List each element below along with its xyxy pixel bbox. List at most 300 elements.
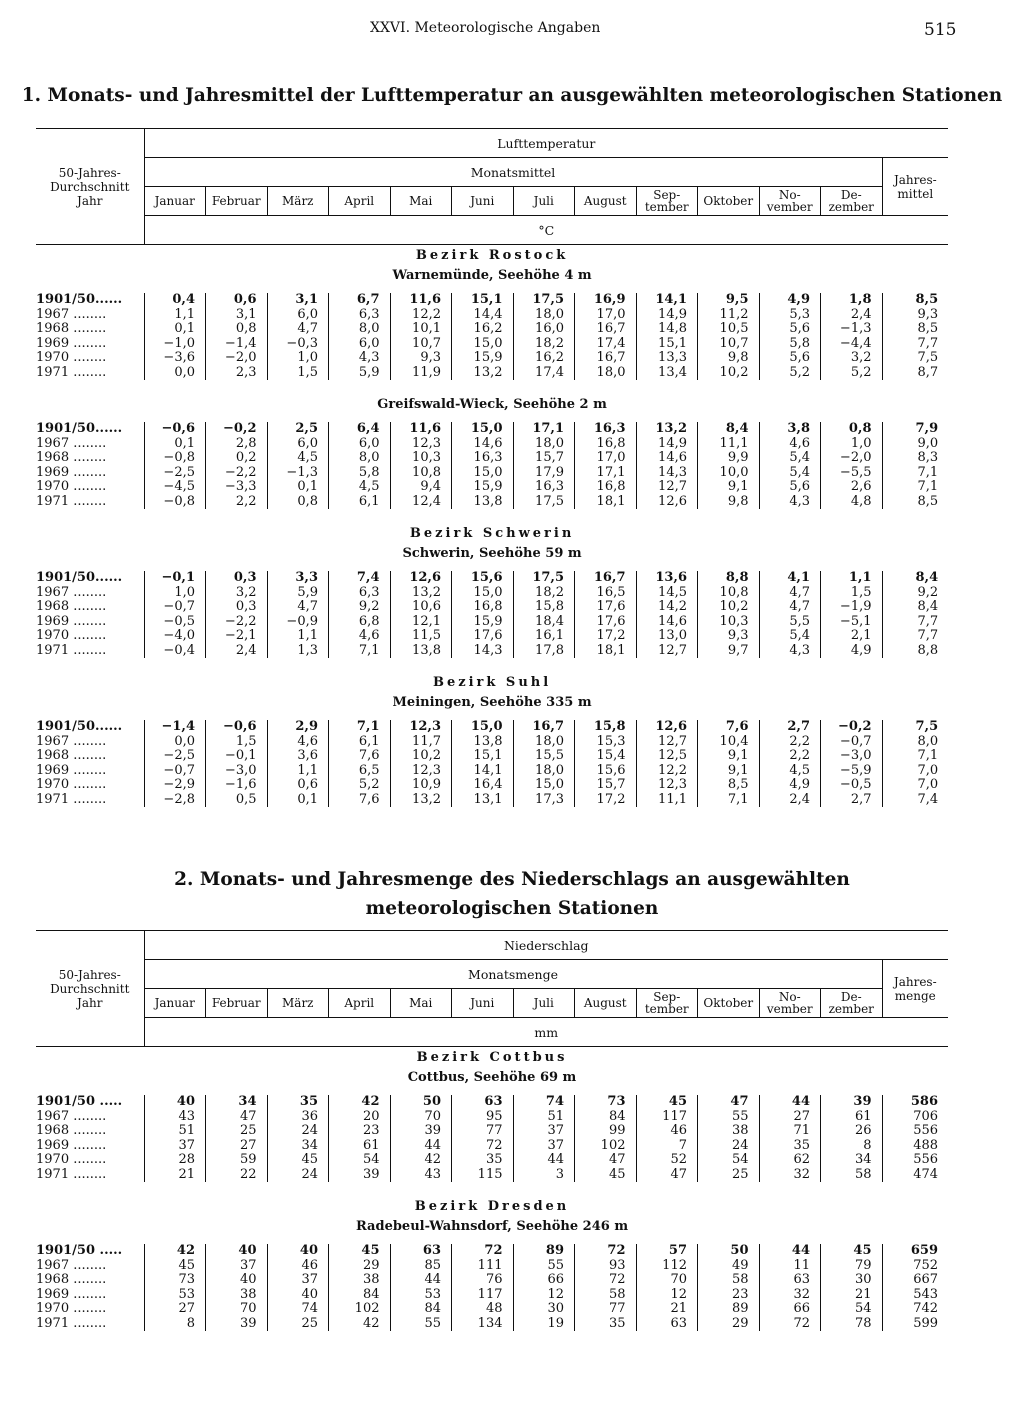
value-cell: 17,1 <box>513 422 575 437</box>
month-header: August <box>575 989 637 1018</box>
value-cell: 15,5 <box>513 749 575 764</box>
value-cell: 3,1 <box>267 293 329 308</box>
value-cell: 9,1 <box>698 749 760 764</box>
value-cell: 9,5 <box>698 293 760 308</box>
value-cell: 2,6 <box>821 480 883 495</box>
value-cell: 10,2 <box>698 366 760 381</box>
month-header: Sep- tember <box>636 989 698 1018</box>
value-cell: 7,1 <box>882 480 948 495</box>
value-cell: 11,5 <box>390 629 452 644</box>
table-row <box>36 615 948 630</box>
value-cell: −0,4 <box>144 644 206 659</box>
year-cell: 1901/50...... <box>36 422 123 436</box>
value-cell: 12,6 <box>636 720 698 735</box>
value-cell: 45 <box>267 1153 329 1168</box>
value-cell: 32 <box>759 1288 821 1303</box>
value-cell: 27 <box>206 1139 268 1154</box>
value-cell: 59 <box>206 1153 268 1168</box>
value-cell: 7,6 <box>698 720 760 735</box>
value-cell: 32 <box>759 1168 821 1183</box>
value-cell: 0,0 <box>144 366 206 381</box>
value-cell: 2,4 <box>759 793 821 808</box>
value-cell: 42 <box>329 1317 391 1332</box>
value-cell: 7,1 <box>329 720 391 735</box>
value-cell: −0,5 <box>821 778 883 793</box>
value-cell: 66 <box>759 1302 821 1317</box>
year-cell: 1969 ........ <box>36 1138 107 1153</box>
table-row <box>36 1273 948 1288</box>
value-cell: 0,6 <box>206 293 268 308</box>
value-cell: 667 <box>882 1273 948 1288</box>
year-cell: 1967 ........ <box>36 436 107 451</box>
value-cell: 4,3 <box>329 351 391 366</box>
value-cell: 2,1 <box>821 629 883 644</box>
month-header: De- zember <box>821 989 883 1018</box>
chapter-title: XXVI. Meteorologische Angaben <box>370 20 601 36</box>
value-cell: 47 <box>575 1153 637 1168</box>
value-cell: 95 <box>452 1110 514 1125</box>
value-cell: 5,8 <box>329 466 391 481</box>
sub-header: Monatsmenge <box>144 960 882 989</box>
value-cell: 16,9 <box>575 293 637 308</box>
value-cell: 13,6 <box>636 571 698 586</box>
value-cell: 17,8 <box>513 644 575 659</box>
table-row <box>36 451 948 466</box>
table-row <box>36 495 948 510</box>
value-cell: 7,0 <box>882 764 948 779</box>
value-cell: 16,2 <box>452 322 514 337</box>
value-cell: 54 <box>698 1153 760 1168</box>
value-cell: −5,5 <box>821 466 883 481</box>
value-cell: 8,5 <box>698 778 760 793</box>
value-cell: 10,2 <box>698 600 760 615</box>
value-cell: 7 <box>636 1139 698 1154</box>
value-cell: 17,4 <box>513 366 575 381</box>
value-cell: 25 <box>206 1124 268 1139</box>
value-cell: 23 <box>698 1288 760 1303</box>
value-cell: 15,0 <box>452 337 514 352</box>
year-cell: 1969 ........ <box>36 614 107 629</box>
value-cell: 43 <box>144 1110 206 1125</box>
value-cell: 45 <box>329 1244 391 1259</box>
value-cell: 13,2 <box>452 366 514 381</box>
value-cell: 35 <box>759 1139 821 1154</box>
value-cell: 752 <box>882 1259 948 1274</box>
value-cell: 18,2 <box>513 586 575 601</box>
value-cell: 0,8 <box>206 322 268 337</box>
value-cell: 7,6 <box>329 793 391 808</box>
value-cell: 2,7 <box>821 793 883 808</box>
table-row <box>36 337 948 352</box>
year-cell: 1971 ........ <box>36 365 107 380</box>
value-cell: 17,9 <box>513 466 575 481</box>
value-cell: 28 <box>144 1153 206 1168</box>
value-cell: 13,8 <box>390 644 452 659</box>
value-cell: −2,0 <box>206 351 268 366</box>
value-cell: 14,8 <box>636 322 698 337</box>
value-cell: 54 <box>329 1153 391 1168</box>
page-number: 515 <box>924 20 957 40</box>
value-cell: 1,0 <box>144 586 206 601</box>
value-cell: 71 <box>759 1124 821 1139</box>
value-cell: 38 <box>329 1273 391 1288</box>
value-cell: 13,3 <box>636 351 698 366</box>
month-header: No- vember <box>759 187 821 216</box>
value-cell: 8,5 <box>882 322 948 337</box>
value-cell: −2,2 <box>206 466 268 481</box>
year-cell: 1970 ........ <box>36 629 107 643</box>
value-cell: 0,5 <box>206 793 268 808</box>
unit-header: °C <box>144 216 948 245</box>
value-cell: 15,0 <box>452 586 514 601</box>
value-cell: 16,8 <box>452 600 514 615</box>
table-row <box>36 437 948 452</box>
value-cell: 12,3 <box>390 720 452 735</box>
value-cell: 36 <box>267 1110 329 1125</box>
value-cell: 39 <box>390 1124 452 1139</box>
value-cell: 4,7 <box>267 322 329 337</box>
value-cell: 1,5 <box>206 735 268 750</box>
value-cell: 10,8 <box>390 466 452 481</box>
value-cell: 16,4 <box>452 778 514 793</box>
value-cell: 12,6 <box>636 495 698 510</box>
value-cell: 7,7 <box>882 629 948 644</box>
value-cell: 10,4 <box>698 735 760 750</box>
value-cell: 10,8 <box>698 586 760 601</box>
value-cell: 7,4 <box>882 793 948 808</box>
temperature-table <box>36 128 948 807</box>
value-cell: 84 <box>575 1110 637 1125</box>
value-cell: 8,5 <box>882 293 948 308</box>
value-cell: 8,4 <box>882 600 948 615</box>
value-cell: 2,4 <box>206 644 268 659</box>
year-cell: 1967 ........ <box>36 734 107 749</box>
value-cell: 12,1 <box>390 615 452 630</box>
value-cell: 18,0 <box>513 437 575 452</box>
value-cell: 1,8 <box>821 293 883 308</box>
table-row <box>36 1124 948 1139</box>
value-cell: 21 <box>144 1168 206 1183</box>
value-cell: 4,6 <box>759 437 821 452</box>
table-row <box>36 1288 948 1303</box>
value-cell: 5,4 <box>759 629 821 644</box>
value-cell: 7,1 <box>698 793 760 808</box>
region-heading: Bezirk Cottbus <box>416 1049 568 1065</box>
value-cell: 47 <box>636 1168 698 1183</box>
month-header: Januar <box>144 989 206 1018</box>
value-cell: 474 <box>882 1168 948 1183</box>
value-cell: 40 <box>267 1288 329 1303</box>
value-cell: 16,0 <box>513 322 575 337</box>
value-cell: 72 <box>575 1244 637 1259</box>
value-cell: 706 <box>882 1110 948 1125</box>
value-cell: −1,3 <box>821 322 883 337</box>
value-cell: 8,0 <box>882 735 948 750</box>
value-cell: 15,1 <box>636 337 698 352</box>
year-cell: 1967 ........ <box>36 1109 107 1124</box>
value-cell: 10,3 <box>390 451 452 466</box>
value-cell: 12,3 <box>636 778 698 793</box>
value-cell: −3,0 <box>821 749 883 764</box>
month-header: Februar <box>206 989 268 1018</box>
value-cell: 17,6 <box>575 615 637 630</box>
value-cell: 37 <box>144 1139 206 1154</box>
value-cell: 4,9 <box>759 778 821 793</box>
value-cell: 58 <box>575 1288 637 1303</box>
value-cell: 115 <box>452 1168 514 1183</box>
value-cell: −0,8 <box>144 451 206 466</box>
value-cell: 5,2 <box>759 366 821 381</box>
value-cell: 17,0 <box>575 308 637 323</box>
table-row <box>36 1139 948 1154</box>
value-cell: 30 <box>513 1302 575 1317</box>
value-cell: −0,7 <box>144 764 206 779</box>
value-cell: −2,0 <box>821 451 883 466</box>
year-cell: 1901/50...... <box>36 720 123 734</box>
value-cell: 70 <box>390 1110 452 1125</box>
value-cell: −0,5 <box>144 615 206 630</box>
table-row <box>36 571 948 586</box>
value-cell: 14,6 <box>636 615 698 630</box>
year-cell: 1968 ........ <box>36 1273 107 1287</box>
value-cell: 15,1 <box>452 749 514 764</box>
table-row <box>36 480 948 495</box>
year-cell: 1969 ........ <box>36 1287 107 1302</box>
month-header: Sep- tember <box>636 187 698 216</box>
value-cell: 55 <box>698 1110 760 1125</box>
value-cell: 14,2 <box>636 600 698 615</box>
value-cell: 26 <box>821 1124 883 1139</box>
value-cell: 18,2 <box>513 337 575 352</box>
value-cell: 35 <box>452 1153 514 1168</box>
value-cell: 543 <box>882 1288 948 1303</box>
value-cell: 5,2 <box>821 366 883 381</box>
group-header: Lufttemperatur <box>144 129 948 158</box>
value-cell: 17,1 <box>575 466 637 481</box>
value-cell: 3,6 <box>267 749 329 764</box>
value-cell: 9,4 <box>390 480 452 495</box>
value-cell: 10,7 <box>698 337 760 352</box>
value-cell: 3,1 <box>206 308 268 323</box>
value-cell: 45 <box>144 1259 206 1274</box>
value-cell: 78 <box>821 1317 883 1332</box>
value-cell: −3,0 <box>206 764 268 779</box>
value-cell: 6,3 <box>329 308 391 323</box>
value-cell: 39 <box>329 1168 391 1183</box>
value-cell: 0,4 <box>144 293 206 308</box>
value-cell: 23 <box>329 1124 391 1139</box>
value-cell: 74 <box>513 1095 575 1110</box>
stub-header: 50-Jahres- Durchschnitt Jahr <box>36 931 144 1047</box>
value-cell: 7,5 <box>882 351 948 366</box>
region-heading: Bezirk Suhl <box>432 674 552 690</box>
value-cell: 599 <box>882 1317 948 1332</box>
value-cell: 14,9 <box>636 437 698 452</box>
value-cell: 13,8 <box>452 735 514 750</box>
station-heading: Radebeul-Wahnsdorf, Seehöhe 246 m <box>355 1218 629 1234</box>
value-cell: 102 <box>575 1139 637 1154</box>
station-heading: Cottbus, Seehöhe 69 m <box>407 1069 577 1085</box>
value-cell: 12,7 <box>636 480 698 495</box>
year-cell: 1967 ........ <box>36 1258 107 1273</box>
table-row <box>36 322 948 337</box>
table-row <box>36 466 948 481</box>
value-cell: 14,4 <box>452 308 514 323</box>
table-row <box>36 1317 948 1332</box>
value-cell: 15,6 <box>452 571 514 586</box>
value-cell: 8,8 <box>882 644 948 659</box>
value-cell: 12,2 <box>636 764 698 779</box>
value-cell: 14,9 <box>636 308 698 323</box>
value-cell: 15,0 <box>513 778 575 793</box>
value-cell: 44 <box>759 1095 821 1110</box>
value-cell: 29 <box>698 1317 760 1332</box>
table-row <box>36 1110 948 1125</box>
region-heading: Bezirk Schwerin <box>409 525 575 541</box>
value-cell: 10,0 <box>698 466 760 481</box>
value-cell: 18,0 <box>513 735 575 750</box>
value-cell: −2,5 <box>144 749 206 764</box>
value-cell: 17,5 <box>513 571 575 586</box>
value-cell: 50 <box>698 1244 760 1259</box>
value-cell: −5,9 <box>821 764 883 779</box>
value-cell: 1,3 <box>267 644 329 659</box>
value-cell: 37 <box>513 1124 575 1139</box>
value-cell: 11,2 <box>698 308 760 323</box>
value-cell: 18,4 <box>513 615 575 630</box>
value-cell: 5,2 <box>329 778 391 793</box>
value-cell: 11 <box>759 1259 821 1274</box>
value-cell: 40 <box>206 1244 268 1259</box>
page-header <box>0 20 1024 42</box>
value-cell: 16,3 <box>575 422 637 437</box>
value-cell: 8 <box>144 1317 206 1332</box>
table-row <box>36 600 948 615</box>
value-cell: 9,2 <box>882 586 948 601</box>
table-row <box>36 1244 948 1259</box>
value-cell: −1,4 <box>144 720 206 735</box>
value-cell: 5,3 <box>759 308 821 323</box>
value-cell: 40 <box>144 1095 206 1110</box>
value-cell: 15,8 <box>513 600 575 615</box>
value-cell: 51 <box>513 1110 575 1125</box>
value-cell: −4,5 <box>144 480 206 495</box>
value-cell: −0,3 <box>267 337 329 352</box>
year-cell: 1970 ........ <box>36 1153 107 1167</box>
station-heading: Schwerin, Seehöhe 59 m <box>402 545 582 561</box>
value-cell: 10,5 <box>698 322 760 337</box>
value-cell: 15,9 <box>452 351 514 366</box>
value-cell: 8 <box>821 1139 883 1154</box>
value-cell: 8,7 <box>882 366 948 381</box>
value-cell: 35 <box>575 1317 637 1332</box>
value-cell: 12,4 <box>390 495 452 510</box>
month-header: August <box>575 187 637 216</box>
table-row <box>36 749 948 764</box>
month-header: Juli <box>513 187 575 216</box>
value-cell: 0,3 <box>206 600 268 615</box>
value-cell: 46 <box>267 1259 329 1274</box>
value-cell: 52 <box>636 1153 698 1168</box>
value-cell: 18,0 <box>513 764 575 779</box>
value-cell: 742 <box>882 1302 948 1317</box>
year-cell: 1970 ........ <box>36 480 107 494</box>
value-cell: −0,8 <box>144 495 206 510</box>
value-cell: 70 <box>206 1302 268 1317</box>
value-cell: 72 <box>759 1317 821 1332</box>
value-cell: 1,5 <box>267 366 329 381</box>
value-cell: 16,3 <box>513 480 575 495</box>
value-cell: 53 <box>390 1288 452 1303</box>
value-cell: 15,9 <box>452 480 514 495</box>
value-cell: 39 <box>206 1317 268 1332</box>
table-row <box>36 366 948 381</box>
value-cell: 58 <box>698 1273 760 1288</box>
value-cell: 63 <box>636 1317 698 1332</box>
value-cell: 7,1 <box>882 749 948 764</box>
value-cell: 42 <box>390 1153 452 1168</box>
value-cell: 12,2 <box>390 308 452 323</box>
value-cell: 1,1 <box>144 308 206 323</box>
year-cell: 1970 ........ <box>36 351 107 365</box>
value-cell: 72 <box>452 1139 514 1154</box>
value-cell: −0,2 <box>206 422 268 437</box>
year-cell: 1970 ........ <box>36 778 107 792</box>
value-cell: 8,4 <box>882 571 948 586</box>
value-cell: 24 <box>267 1124 329 1139</box>
value-cell: 2,9 <box>267 720 329 735</box>
value-cell: 4,1 <box>759 571 821 586</box>
year-cell: 1901/50...... <box>36 571 123 585</box>
value-cell: 4,3 <box>759 495 821 510</box>
value-cell: 7,6 <box>329 749 391 764</box>
year-cell: 1969 ........ <box>36 763 107 778</box>
value-cell: 3,8 <box>759 422 821 437</box>
table-row <box>36 793 948 808</box>
group-header: Niederschlag <box>144 931 948 960</box>
value-cell: 556 <box>882 1124 948 1139</box>
value-cell: 3,3 <box>267 571 329 586</box>
value-cell: 8,8 <box>698 571 760 586</box>
value-cell: 1,0 <box>821 437 883 452</box>
table-row <box>36 778 948 793</box>
value-cell: 4,9 <box>821 644 883 659</box>
value-cell: 51 <box>144 1124 206 1139</box>
value-cell: −5,1 <box>821 615 883 630</box>
value-cell: 10,3 <box>698 615 760 630</box>
value-cell: 2,2 <box>759 749 821 764</box>
value-cell: 15,0 <box>452 466 514 481</box>
value-cell: 4,6 <box>329 629 391 644</box>
value-cell: 5,4 <box>759 466 821 481</box>
region-heading: Bezirk Rostock <box>415 247 569 263</box>
year-cell: 1971 ........ <box>36 494 107 509</box>
year-cell: 1970 ........ <box>36 1302 107 1316</box>
value-cell: 77 <box>452 1124 514 1139</box>
value-cell: 15,8 <box>575 720 637 735</box>
value-cell: 13,4 <box>636 366 698 381</box>
value-cell: 2,3 <box>206 366 268 381</box>
value-cell: 48 <box>452 1302 514 1317</box>
value-cell: 10,1 <box>390 322 452 337</box>
value-cell: 24 <box>267 1168 329 1183</box>
value-cell: 50 <box>390 1095 452 1110</box>
value-cell: 45 <box>636 1095 698 1110</box>
value-cell: 3,2 <box>821 351 883 366</box>
value-cell: 117 <box>452 1288 514 1303</box>
month-header: April <box>329 989 391 1018</box>
table-row <box>36 293 948 308</box>
